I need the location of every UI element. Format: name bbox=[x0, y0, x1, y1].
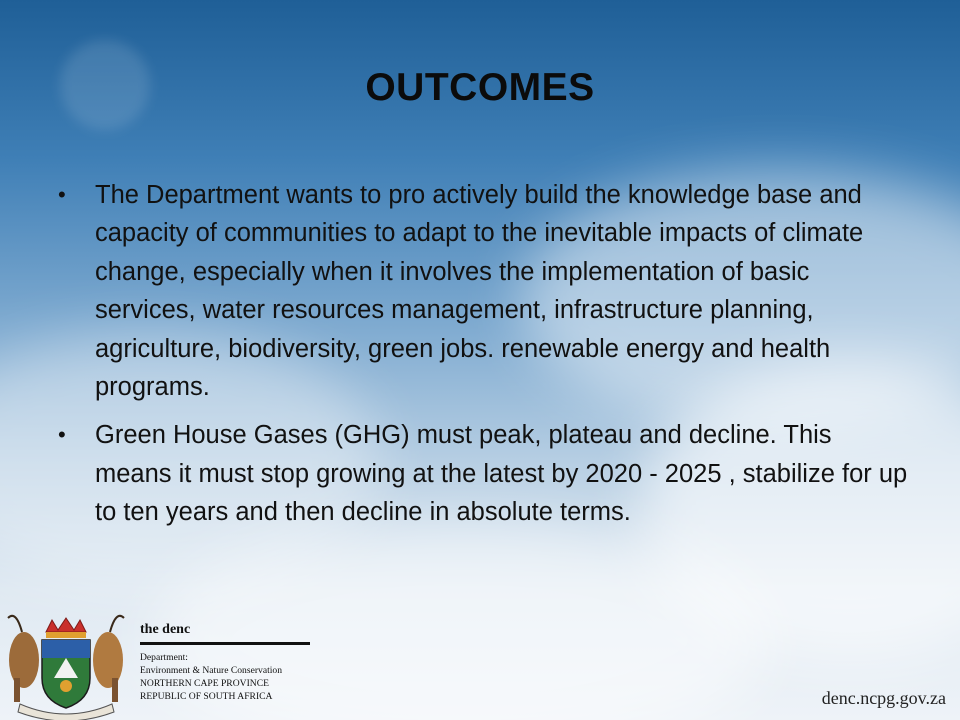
department-line: Department: bbox=[140, 652, 188, 663]
bullet-text: The Department wants to pro actively build the knowledge base and capacity of communities to adapt to the inevitable impacts of climate change, especially when it involves the implementation of basic services, water resources management, infrastructure planning, agriculture, biodiversity, green jobs. renewable energy and health programs. bbox=[95, 181, 864, 402]
department-line: NORTHERN CAPE PROVINCE bbox=[140, 678, 269, 689]
bullet-item bbox=[58, 176, 908, 406]
bullet-list bbox=[58, 176, 908, 542]
department-line: REPUBLIC OF SOUTH AFRICA bbox=[140, 691, 273, 702]
bullet-glyph: • bbox=[58, 182, 66, 207]
department-branding bbox=[140, 622, 320, 703]
department-line: Environment & Nature Conservation bbox=[140, 665, 283, 676]
coat-of-arms-icon bbox=[2, 608, 130, 720]
bullet-text: Green House Gases (GHG) must peak, plateau and decline. This means it must stop growing at the latest by 2020 - 2025 , stabilize for up to ten years and then decline in absolute terms. bbox=[95, 421, 908, 527]
org-name: the denc bbox=[140, 622, 191, 637]
slide-title: OUTCOMES bbox=[365, 66, 595, 109]
bullet-glyph: • bbox=[58, 422, 66, 448]
website-url: denc.ncpg.gov.za bbox=[821, 688, 946, 708]
bullet-item bbox=[58, 416, 908, 531]
divider bbox=[140, 642, 310, 645]
